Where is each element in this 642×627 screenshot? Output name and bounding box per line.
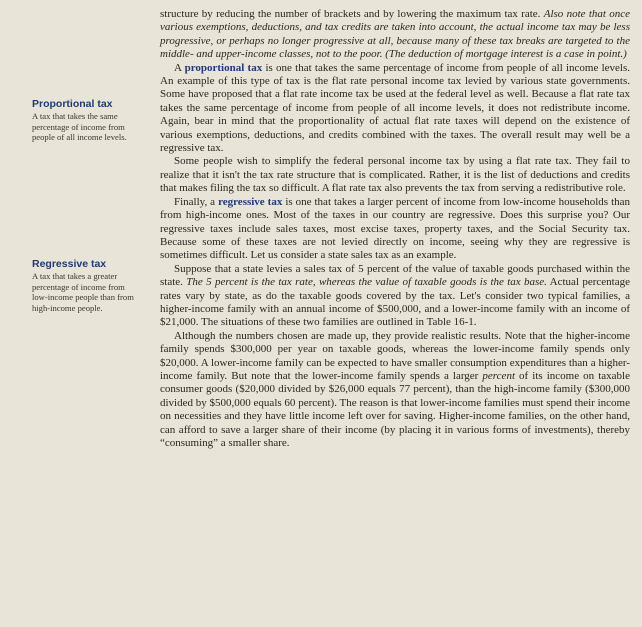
key-term: proportional tax [184, 61, 263, 74]
sidebar-term-proportional-tax [32, 98, 140, 143]
text-run: Although the numbers chosen are made up, they provide realistic results. Note that the higher-income family spends $300,000 per year on taxable goods, whereas the lower-income family spends only $20,000. A lower-income family can be expected to have smaller consumption expenditures than a higher-income family. But note that the lower-income family spends a larger [160, 329, 630, 382]
body-text [160, 8, 630, 450]
text-run-italic: percent [482, 369, 515, 382]
text-run-italic: The 5 percent is the tax rate, whereas the value of taxable goods is the tax base. [186, 276, 547, 289]
text-run: of its income on taxable consumer goods ($20,000 divided by $26,000 equals 77 percent), than the high-income family ($300,000 divided by $500,000 equals 60 percent). The reason is that lower-income families must spend their income on necessities and they have little income left over for saving. Higher-income families, on the other hand, can afford to save a larger share of their income (by placing it in various forms of investments), thereby “consuming” a smaller share. [160, 369, 630, 449]
paragraph [160, 330, 630, 451]
text-run: is one that takes a larger percent of income from low-income households than from high-income ones. Most of the taxes in our country are regressive. Does this surprise you? Our regressive taxes include sales taxes, most excise taxes, property taxes, and the Social Security tax. Because some of these taxes are not levied directly on income, seeing why they are regressive is sometimes difficult. Let us consider a state sales tax as an example. [160, 195, 631, 262]
term-title: Proportional tax [32, 98, 113, 110]
text-run: Suppose that a state levies a sales tax of 5 percent of the value of taxable goods purchased within the state. [160, 262, 630, 289]
paragraph [160, 263, 630, 330]
text-run-italic: Also note that once various exemptions, deductions, and tax credits are taken into account, the actual income tax may be less progressive, or perhaps no longer progressive at all, because many of these tax breaks are targeted to the middle- and upper-income classes, not to the poor. (The deduction of mortgage interest is a case in point.) [160, 8, 630, 61]
paragraph: Some people wish to simplify the federal personal income tax by using a flat rate tax. They fail to realize that it isn't the tax rate structure that is complicated. Rather, it is the list of deductions and credits that makes filing the tax so difficult. A flat rate tax also prevents the tax from serving a redistributive role. [160, 155, 630, 195]
paragraph [160, 8, 630, 62]
paragraph [160, 196, 630, 263]
sidebar-term-regressive-tax [32, 258, 140, 313]
text-run: Finally, a [174, 195, 219, 208]
term-title: Regressive tax [32, 258, 107, 270]
term-definition: A tax that takes the same percentage of income from people of all income levels. [32, 111, 127, 143]
term-definition: A tax that takes a greater percentage of income from low-income people than from high-income people. [32, 271, 134, 313]
text-run: Actual percentage rates vary by state, as do the taxable goods covered by the tax. Let's consider two typical families, a higher-income family with an annual income of $500,000, and a lower-income family with an income of $21,000. The situations of these two families are outlined in Table 16-1. [160, 276, 630, 329]
paragraph [160, 62, 630, 156]
text-run: A [174, 61, 185, 74]
key-term: regressive tax [218, 195, 283, 208]
text-run: is one that takes the same percentage of income from people of all income levels. An example of this type of tax is the flat rate personal income tax levied by various state governments. Some have proposed that a flat rate income tax be used at the federal level as well. Because a flat rate tax takes the same percentage of income from people of all income levels, it does not redistribute income. Again, bear in mind that the proportionality of actual flat rate taxes will depend on the existence of various exemptions, deductions, and credits combined with the taxes. The overall result may well be a regressive tax. [160, 61, 631, 155]
text-run: structure by reducing the number of brackets and by lowering the maximum tax rate. [160, 8, 544, 20]
